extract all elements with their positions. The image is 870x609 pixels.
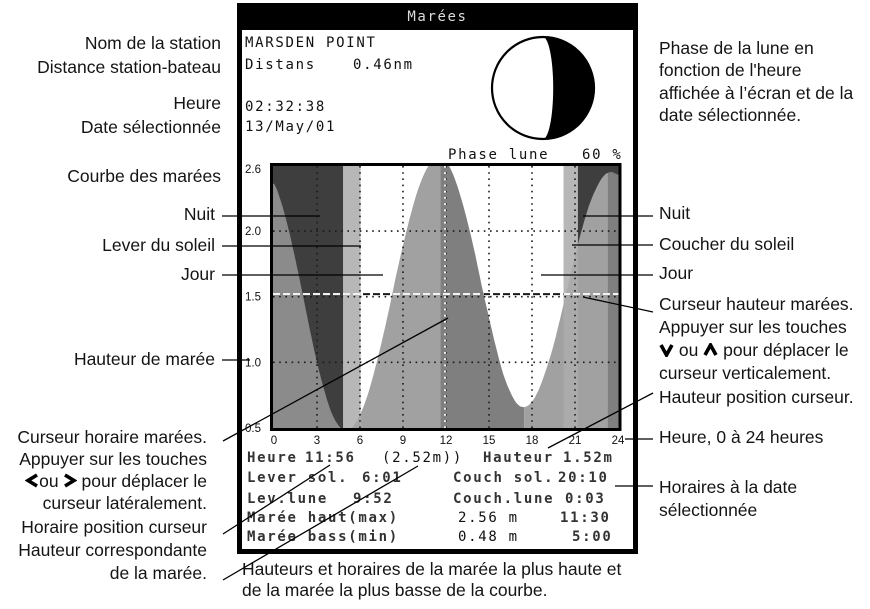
- cursor-height-value: 1.52m: [563, 450, 614, 466]
- height-cursor-note-line2: Appuyer sur les touches: [659, 317, 847, 337]
- label-time: Heure: [173, 93, 221, 113]
- up-arrow-key-icon: [703, 343, 718, 357]
- y-tick-label: 2.0: [245, 226, 261, 239]
- y-tick-label: 1.0: [245, 357, 261, 370]
- x-tick-label: 15: [482, 435, 496, 447]
- or-text: ou: [678, 340, 699, 360]
- screen-title: Marées: [237, 3, 638, 30]
- sunset-label: Couch sol.: [453, 470, 555, 486]
- moonset-value: 0:03: [565, 491, 606, 507]
- height-cursor-note-line3: [659, 340, 849, 360]
- x-tick-label: 24: [611, 435, 625, 447]
- cursor-tide-height: (2.52m)): [382, 450, 464, 466]
- time-cursor-note-line3: [25, 471, 207, 491]
- left-arrow-key-shape: [28, 475, 37, 486]
- station-name: MARSDEN POINT: [245, 35, 377, 51]
- sunrise-value: 6:01: [362, 470, 403, 486]
- label-day-right: Jour: [659, 263, 694, 283]
- x-tick-label: 18: [525, 435, 539, 447]
- label-tide-height: Hauteur de marée: [73, 349, 215, 369]
- height-cursor-note-line1: Curseur hauteur marées.: [659, 294, 854, 314]
- caption-line1: Hauteurs et horaires de la marée la plus haute et: [242, 559, 622, 579]
- caption-line2: de la marée la plus basse de la courbe.: [242, 580, 548, 600]
- sunset-value: 20:10: [558, 470, 609, 486]
- label-sunset: Coucher du soleil: [659, 234, 795, 254]
- label-daily-times-line2: sélectionnée: [659, 500, 758, 520]
- time-cursor-note-line2: Appuyer sur les touches: [19, 449, 207, 469]
- moon-phase-note-line4: date sélectionnée.: [659, 105, 802, 125]
- up-arrow-key-shape: [705, 345, 716, 355]
- current-time: 02:32:38: [245, 99, 327, 115]
- label-night-right: Nuit: [659, 203, 691, 223]
- label-date: Date sélectionnée: [80, 117, 221, 137]
- x-tick-label: 6: [356, 435, 364, 447]
- y-tick-label: 1.5: [245, 291, 261, 304]
- cursor-time-label: Heure: [247, 450, 298, 466]
- height-cursor-note-line4: curseur verticalement.: [659, 363, 832, 383]
- moon-phase-value: 60 %: [582, 147, 623, 163]
- moonrise-value: 9:52: [353, 491, 394, 507]
- label-cursor-tide-height-line1: Hauteur correspondante: [18, 540, 207, 560]
- moonset-label: Couch.lune: [453, 491, 555, 507]
- label-cursor-tide-height-line2: de la marée.: [109, 563, 207, 583]
- label-hours-axis: Heure, 0 à 24 heures: [659, 427, 824, 447]
- moonrise-label: Lev.lune: [247, 491, 329, 507]
- right-arrow-key-icon: [63, 473, 77, 488]
- low-tide-label: Marée bass(min): [247, 529, 399, 545]
- left-arrow-key-icon: [25, 473, 39, 488]
- label-tide-curve: Courbe des marées: [67, 166, 221, 186]
- move-text: pour déplacer le: [723, 340, 849, 360]
- label-cursor-height: Hauteur position curseur.: [659, 387, 854, 407]
- sunrise-label: Lever sol.: [247, 470, 349, 486]
- label-station-name: Nom de la station: [84, 33, 221, 53]
- down-arrow-key-shape: [661, 345, 672, 355]
- high-tide-height: 2.56 m: [458, 510, 519, 526]
- down-arrow-key-icon: [659, 343, 674, 357]
- tide-chart: [242, 3, 633, 551]
- moon-phase-note-line2: fonction de l'heure: [659, 60, 802, 80]
- selected-date: 13/May/01: [245, 119, 337, 135]
- label-sunrise: Lever du soleil: [102, 235, 215, 255]
- high-tide-label: Marée haut(max): [247, 510, 399, 526]
- moon-phase-note-line1: Phase de la lune en: [659, 38, 814, 58]
- distance-value: 0.46nm: [353, 57, 414, 73]
- cursor-height-label: Hauteur: [483, 450, 554, 466]
- right-arrow-key-shape: [65, 475, 74, 486]
- time-cursor-note-line1: Curseur horaire marées.: [17, 427, 207, 447]
- label-day-left: Jour: [180, 264, 215, 284]
- twilight-band: [343, 163, 360, 431]
- cursor-time-value: 11:56: [305, 450, 356, 466]
- moon-phase-label: Phase lune: [448, 147, 550, 163]
- x-tick-label: 0: [270, 435, 278, 447]
- moon-phase-note-line3: affichée à l’écran et de la: [659, 83, 854, 103]
- x-tick-label: 3: [313, 435, 321, 447]
- label-daily-times-line1: Horaires à la date: [659, 477, 798, 497]
- y-tick-label: 0.5: [245, 423, 261, 435]
- move-text: pour déplacer le: [81, 471, 207, 491]
- or-text: ou: [39, 471, 59, 491]
- plot-area: [271, 158, 621, 431]
- low-tide-height: 0.48 m: [458, 529, 519, 545]
- y-tick-label: 2.6: [245, 164, 261, 176]
- label-night-left: Nuit: [183, 204, 215, 224]
- high-tide-time: 11:30: [560, 510, 611, 526]
- tide-screen: [237, 3, 638, 554]
- time-cursor-note-line4: curseur latéralement.: [42, 493, 207, 513]
- x-tick-label: 21: [568, 435, 582, 447]
- label-distance: Distance station-bateau: [37, 57, 221, 77]
- x-tick-label: 12: [439, 435, 453, 447]
- label-cursor-time: Horaire position curseur: [21, 517, 207, 537]
- distance-label: Distans: [245, 57, 316, 73]
- low-tide-time: 5:00: [572, 529, 613, 545]
- x-tick-label: 9: [399, 435, 407, 447]
